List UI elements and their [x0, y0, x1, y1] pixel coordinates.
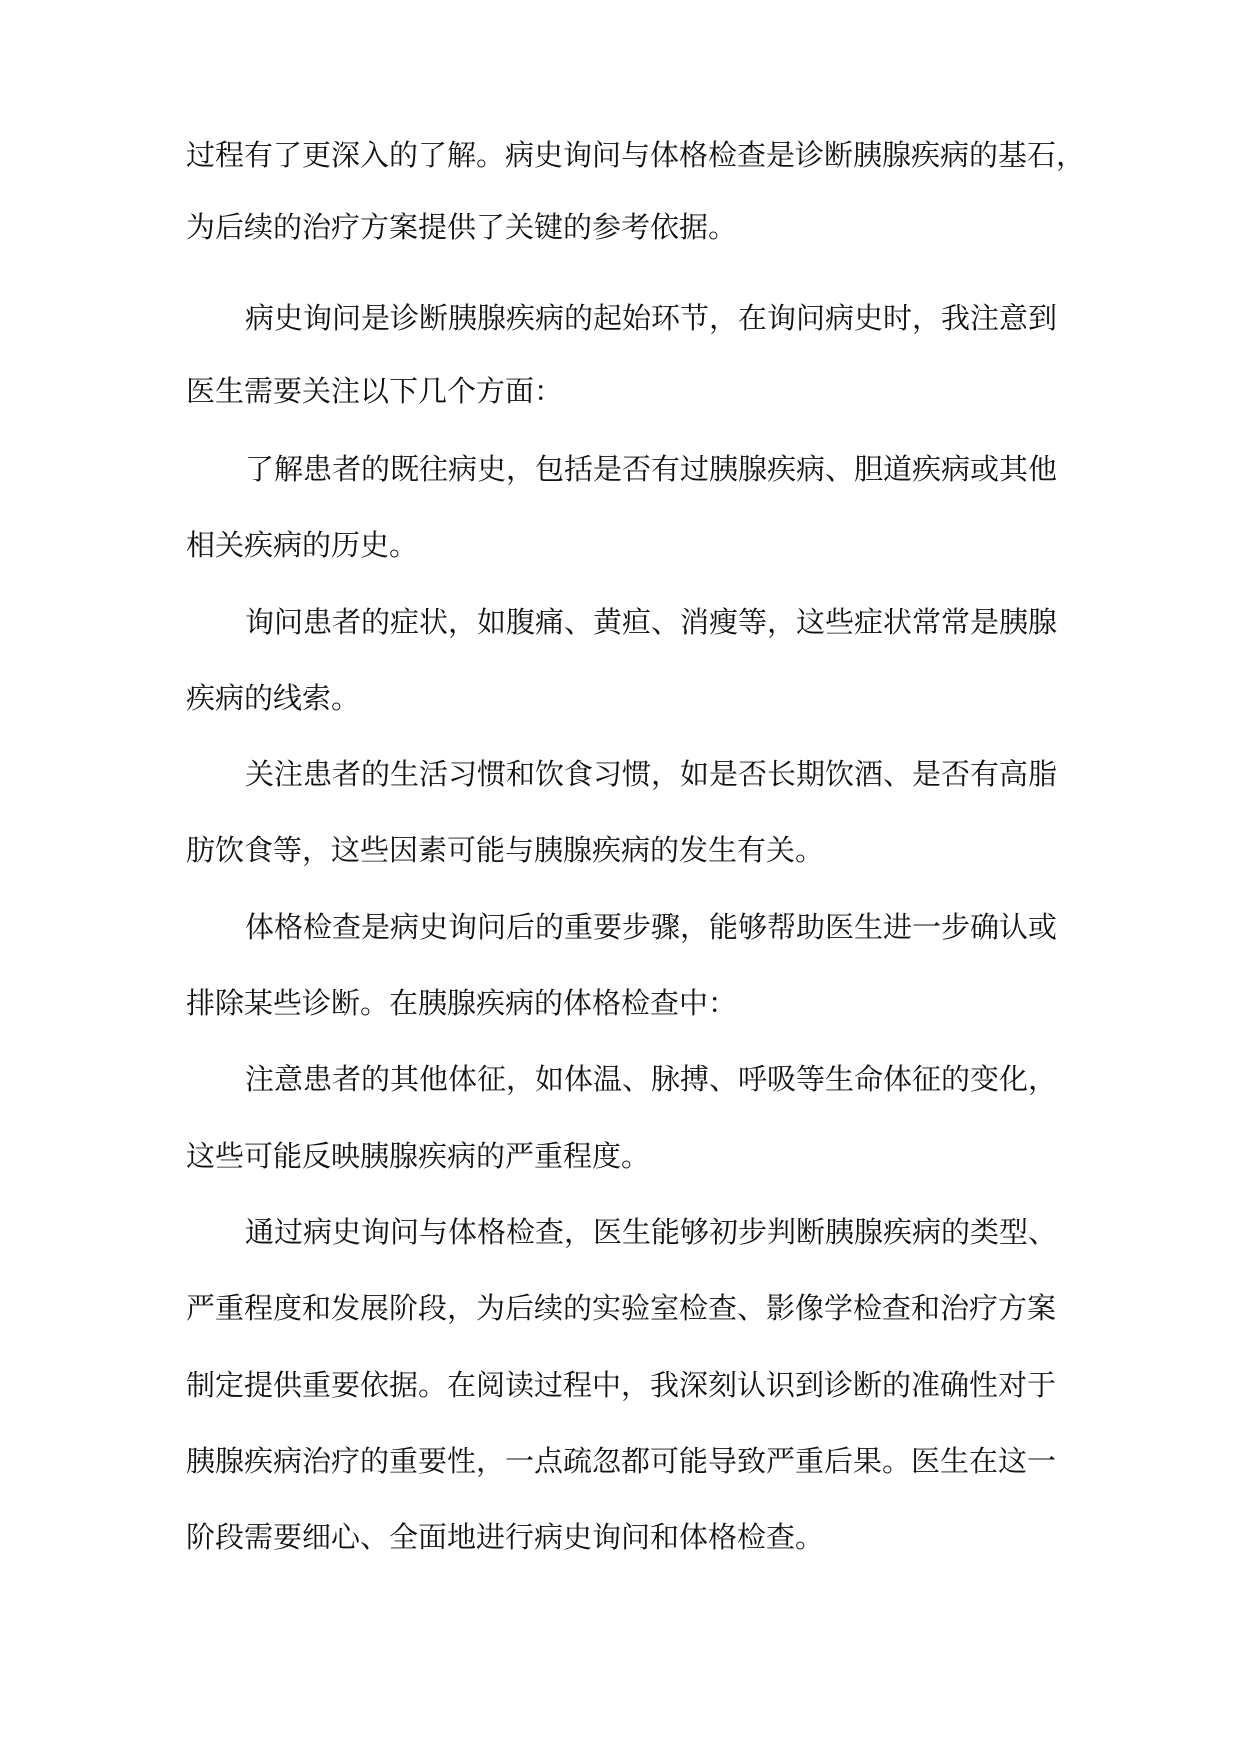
text-line: 注意患者的其他体征，如体温、脉搏、呼吸等生命体征的变化，: [245, 1062, 1058, 1096]
text-line: 这些可能反映胰腺疾病的严重程度。: [186, 1139, 651, 1173]
text-line: 相关疾病的历史。: [186, 528, 419, 562]
text-line: 为后续的治疗方案提供了关键的参考依据。: [186, 210, 738, 244]
text-line: 了解患者的既往病史，包括是否有过胰腺疾病、胆道疾病或其他: [245, 452, 1058, 486]
text-line: 胰腺疾病治疗的重要性，一点疏忽都可能导致严重后果。医生在这一: [186, 1444, 1057, 1478]
text-line: 制定提供重要依据。在阅读过程中，我深刻认识到诊断的准确性对于: [186, 1368, 1057, 1402]
text-line: 阶段需要细心、全面地进行病史询问和体格检查。: [186, 1520, 825, 1554]
text-line: 询问患者的症状，如腹痛、黄疸、消瘦等，这些症状常常是胰腺: [245, 605, 1058, 639]
text-line: 关注患者的生活习惯和饮食习惯，如是否长期饮酒、是否有高脂: [245, 757, 1058, 791]
text-line: 肪饮食等，这些因素可能与胰腺疾病的发生有关。: [186, 833, 825, 867]
text-line: 疾病的线索。: [186, 681, 361, 715]
text-line: 医生需要关注以下几个方面：: [186, 374, 564, 408]
text-line: 体格检查是病史询问后的重要步骤，能够帮助医生进一步确认或: [245, 910, 1058, 944]
text-line: 过程有了更深入的了解。病史询问与体格检查是诊断胰腺疾病的基石，: [186, 138, 1086, 172]
text-line: 严重程度和发展阶段，为后续的实验室检查、影像学检查和治疗方案: [186, 1291, 1057, 1325]
text-line: 病史询问是诊断胰腺疾病的起始环节，在询问病史时，我注意到: [245, 301, 1058, 335]
text-line: 排除某些诊断。在胰腺疾病的体格检查中：: [186, 986, 738, 1020]
text-line: 通过病史询问与体格检查，医生能够初步判断胰腺疾病的类型、: [245, 1215, 1058, 1249]
